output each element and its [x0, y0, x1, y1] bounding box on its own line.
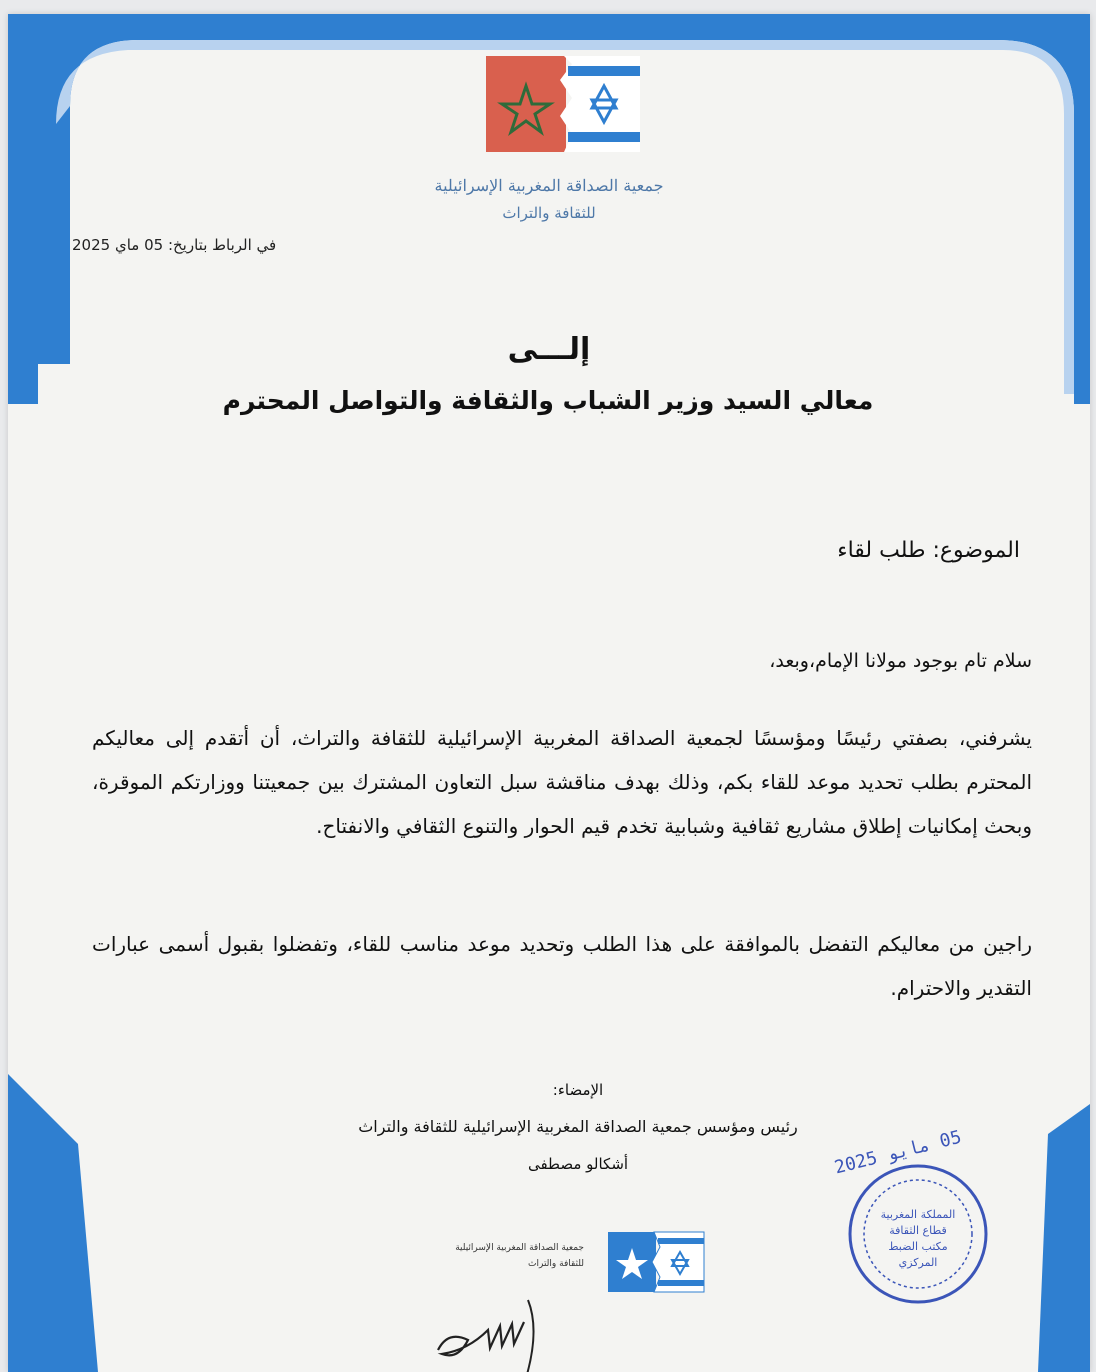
salutation: سلام تام بوجود مولانا الإمام،وبعد،: [769, 650, 1032, 672]
stamp-text-line-1: المملكة المغربية: [880, 1208, 956, 1221]
org-name-line1: جمعية الصداقة المغربية الإسرائيلية: [434, 176, 664, 195]
signatory-title: رئيس ومؤسس جمعية الصداقة المغربية الإسرائيلية للثقافة والتراث: [358, 1117, 798, 1136]
org-name-line2: للثقافة والتراث: [502, 204, 596, 222]
to-label: إلـــى: [507, 332, 591, 367]
subject-line: الموضوع: طلب لقاء: [837, 538, 1020, 563]
footer-org-line1: جمعية الصداقة المغربية الإسرائيلية: [455, 1243, 584, 1253]
recipient-line: معالي السيد وزير الشباب والثقافة والتواصل المحترم: [222, 386, 874, 415]
stamp-text-line-3: مكتب الضبط: [888, 1240, 948, 1253]
signatory-name: أشكالو مصطفى: [527, 1155, 629, 1173]
handwritten-signature: [428, 1290, 568, 1372]
body-paragraph-2: راجين من معاليكم التفضل بالموافقة على هذا الطلب وتحديد موعد مناسب للقاء، وتفضلوا بقبول أسمى عبارات التقدير والاحترام.: [92, 932, 1032, 1000]
stamp-date: 05 مايو 2025: [832, 1126, 964, 1179]
org-flag-logo: [486, 56, 640, 152]
footer-org-text: [444, 1240, 584, 1272]
stamp-text-line-2: قطاع الثقافة: [889, 1224, 947, 1237]
date-line: في الرباط بتاريخ: 05 ماي 2025: [72, 236, 277, 254]
letter-page: [8, 14, 1090, 1372]
signature-block: [258, 1072, 898, 1182]
signature-label: الإمضاء:: [552, 1081, 604, 1099]
body-paragraph-1: يشرفني، بصفتي رئيسًا ومؤسسًا لجمعية الصداقة المغربية الإسرائيلية للثقافة والتراث، أن أتقدم إلى معاليكم المحترم بطلب تحديد موعد للقاء بكم، وذلك بهدف مناقشة سبل التعاون المشترك بين جمعيتنا ووزارتكم الموقرة، وبحث إمكانيات إطلاق مشاريع ثقافية وشبابية تخدم قيم الحوار والتنوع الثقافي والانفتاح.: [92, 726, 1032, 838]
stamp-text-line-4: المركزي: [898, 1256, 938, 1269]
footer-org-line2: للثقافة والتراث: [528, 1259, 584, 1269]
